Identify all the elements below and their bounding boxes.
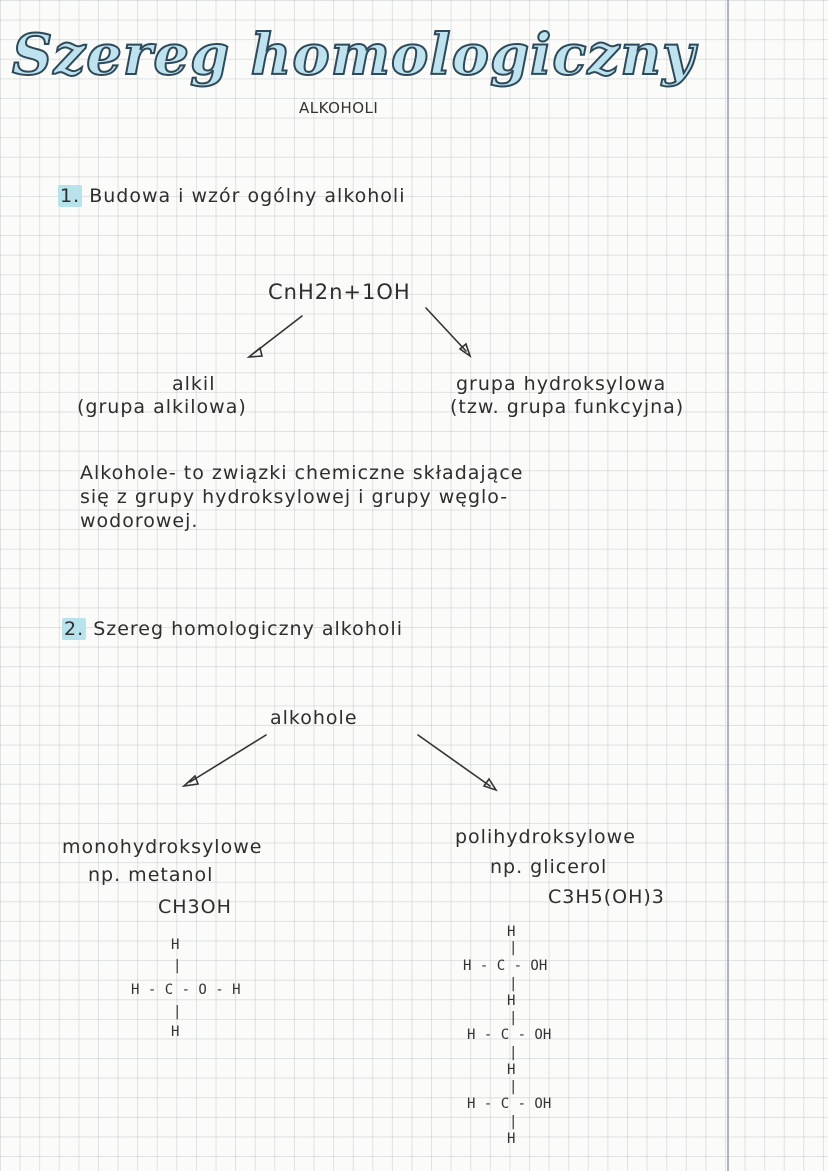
- definition-line-3: wodorowej.: [80, 510, 199, 532]
- alcohols-root: alkohole: [270, 707, 358, 729]
- glycerol-bond-3: |: [509, 1010, 518, 1026]
- definition-line-1: Alkohole- to związki chemiczne składające: [80, 462, 524, 484]
- alkyl-sublabel: (grupa alkilowa): [77, 396, 247, 418]
- glycerol-h-2: H: [507, 993, 516, 1009]
- arrow-to-mono-icon: [184, 735, 266, 786]
- arrow-to-alkyl-icon: [249, 316, 302, 357]
- poly-example: np. glicerol: [490, 856, 608, 878]
- arrow-to-poly-icon: [418, 735, 496, 790]
- methanol-bond-top: |: [173, 958, 182, 974]
- hydroxyl-sublabel: (tzw. grupa funkcyjna): [450, 396, 685, 418]
- methanol-structure-main: H - C - O - H: [131, 982, 241, 998]
- poly-type: polihydroksylowe: [455, 826, 636, 848]
- section1-number: 1.: [60, 185, 81, 207]
- methanol-bond-bottom: |: [173, 1004, 182, 1020]
- glycerol-bond-6: |: [509, 1114, 518, 1130]
- glycerol-bond-1: |: [509, 940, 518, 956]
- section2-heading-text: Szereg homologiczny alkoholi: [93, 618, 403, 640]
- poly-formula: C3H5(OH)3: [548, 886, 665, 908]
- glycerol-bond-5: |: [509, 1079, 518, 1095]
- glycerol-bond-4: |: [509, 1045, 518, 1061]
- alkyl-label: alkil: [172, 373, 216, 395]
- glycerol-h-1: H: [507, 924, 516, 940]
- general-formula: CnH2n+1OH: [268, 280, 411, 304]
- mono-example: np. metanol: [88, 864, 214, 886]
- mono-type: monohydroksylowe: [62, 836, 263, 858]
- glycerol-row-1: H - C - OH: [463, 958, 548, 974]
- glycerol-h-4: H: [507, 1131, 516, 1147]
- glycerol-row-2: H - C - OH: [467, 1027, 552, 1043]
- hydroxyl-label: grupa hydroksylowa: [456, 373, 667, 395]
- mono-formula: CH3OH: [158, 896, 232, 918]
- glycerol-h-3: H: [507, 1062, 516, 1078]
- glycerol-bond-2: |: [509, 976, 518, 992]
- methanol-structure-h-top: H: [171, 937, 180, 953]
- methanol-structure-h-bottom: H: [171, 1024, 180, 1040]
- section2-number: 2.: [64, 618, 85, 640]
- definition-line-2: się z grupy hydroksylowej i grupy węglo-: [80, 486, 509, 508]
- section1-heading-text: Budowa i wzór ogólny alkoholi: [89, 185, 406, 207]
- page-subtitle: ALKOHOLI: [299, 99, 379, 117]
- page-title: Szereg homologiczny: [12, 22, 696, 88]
- arrow-to-hydroxyl-icon: [426, 308, 470, 356]
- glycerol-row-3: H - C - OH: [467, 1096, 552, 1112]
